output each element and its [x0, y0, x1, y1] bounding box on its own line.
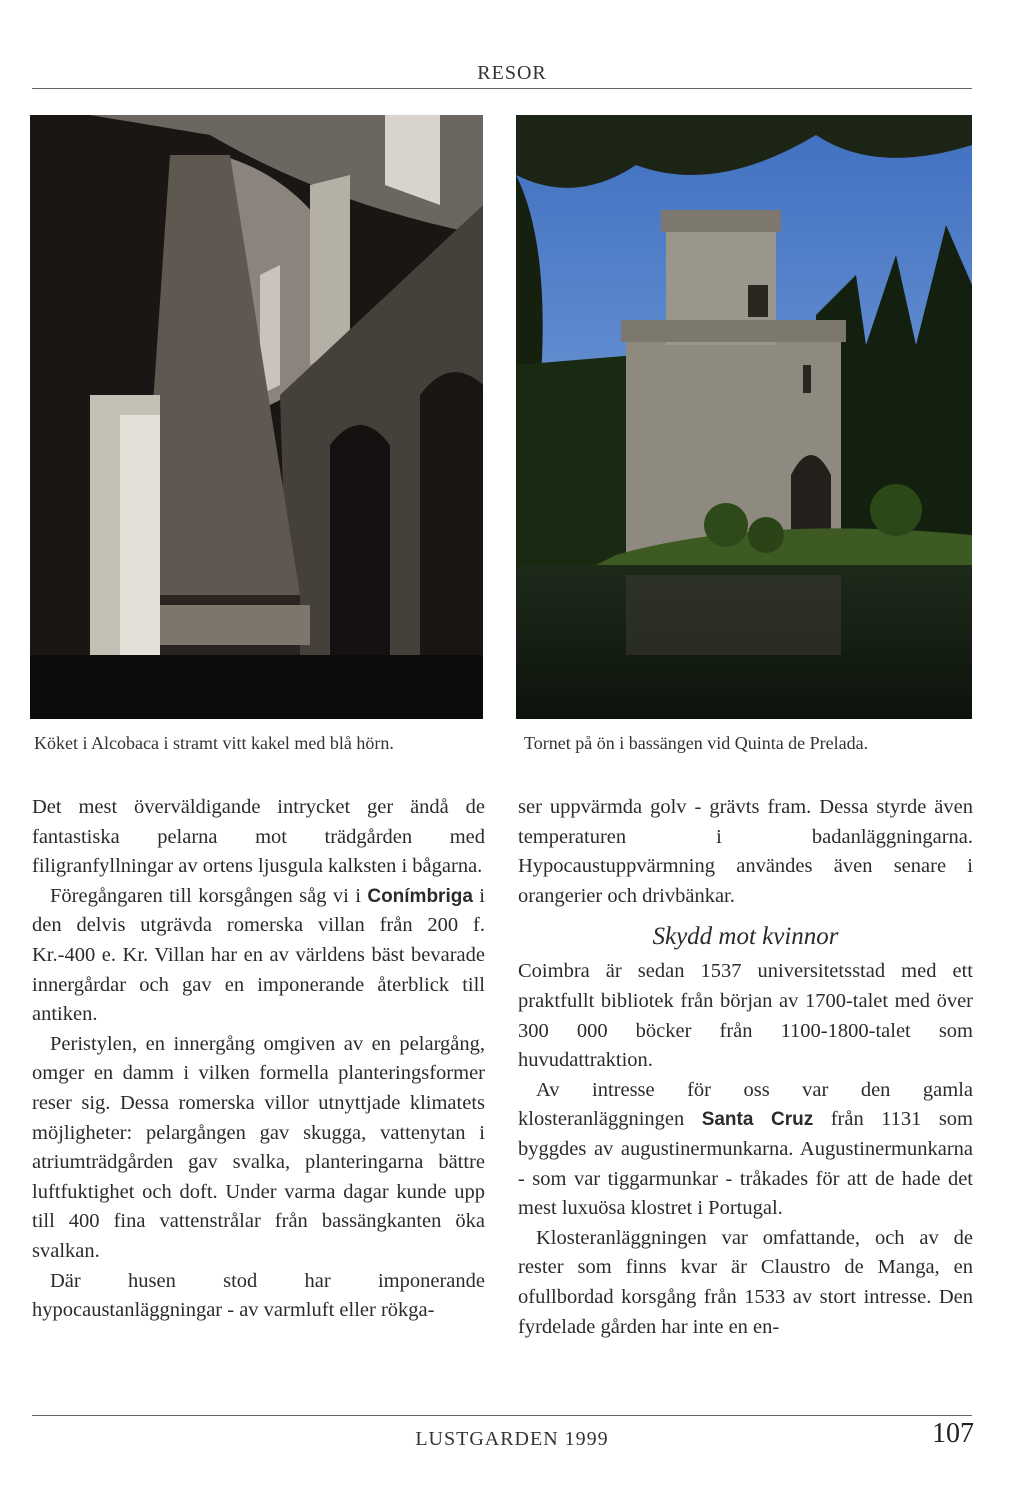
left-photo-caption: Köket i Alcobaca i stramt vitt kakel med blå hörn. — [34, 733, 394, 753]
right-paragraph-2: Coimbra är sedan 1537 universitetsstad med ett praktfullt bibliotek från början av 1700-talet med över 300 000 böcker från 1100-1800-talet som huvudattraktion. — [518, 960, 973, 1072]
santa-cruz-bold: Santa Cruz — [701, 1109, 814, 1131]
right-column — [518, 793, 973, 1342]
page-number: 107 — [932, 1418, 974, 1449]
left-column — [32, 793, 485, 1326]
publication-name: LUSTGARDEN 1999 — [415, 1428, 609, 1450]
tower-photo — [516, 115, 972, 719]
left-paragraph-4: Där husen stod har imponerande hypocaustanläggningar - av varmluft eller rökga- — [32, 1269, 485, 1322]
left-paragraph-2-text-a: Föregångaren till korsgången såg vi i — [50, 884, 368, 907]
kitchen-photo — [30, 115, 483, 719]
conimbriga-bold: Conímbriga — [367, 885, 473, 907]
right-paragraph-3-text-b: från 1131 som byggdes av augustinermunkarna. Augustinermunkarna - som var tiggarmunkar - tråkades för att de hade det mest luxuösa klostret i Portugal. — [518, 1108, 973, 1220]
right-paragraph-3 — [518, 1076, 973, 1224]
left-paragraph-2-text-b: i den delvis utgrävda romerska villan från 200 f. Kr.-400 e. Kr. Villan har en av världens bäst bevarade innergårdar och gav en imponerande återblick till antiken. — [32, 884, 485, 1026]
left-paragraph-3: Peristylen, en innergång omgiven av en pelargång, omger en damm i vilken formella planteringsformer reser sig. Dessa romerska villor utnyttjade klimatets möjligheter: pelargången gav skugga, vattenytan i atriumträdgården gav svalka, planteringarna bättre luftfuktighet och doft. Under varma dagar kunde upp till 400 fina vattenstrålar från bassängkanten öka svalkan. — [32, 1032, 485, 1262]
header-rule — [32, 88, 972, 89]
right-photo-caption: Tornet på ön i bassängen vid Quinta de Prelada. — [524, 733, 869, 753]
section-heading: Skydd mot kvinnor — [652, 923, 839, 951]
section-title: RESOR — [477, 62, 547, 84]
right-paragraph-3-text-a: Av intresse för oss var den gamla klosteranläggningen — [518, 1078, 973, 1131]
right-paragraph-4: Klosteranläggningen var omfattande, och av de rester som finns kvar är Claustro de Manga, en ofullbordad korsgång från 1533 av stort intresse. Den fyrdelade gården har inte en en- — [518, 1226, 973, 1338]
right-paragraph-1: ser uppvärmda golv - grävts fram. Dessa styrde även temperaturen i badanläggningarna. Hypocaustuppvärmning användes även senare i orangerier och drivbänkar. — [518, 796, 973, 907]
footer-rule — [32, 1415, 972, 1416]
left-paragraph-1: Det mest överväldigande intrycket ger ändå de fantastiska pelarna mot trädgården med filigranfyllningar av ortens ljusgula kalksten i bågarna. — [32, 796, 485, 878]
left-paragraph-2 — [32, 882, 485, 1030]
